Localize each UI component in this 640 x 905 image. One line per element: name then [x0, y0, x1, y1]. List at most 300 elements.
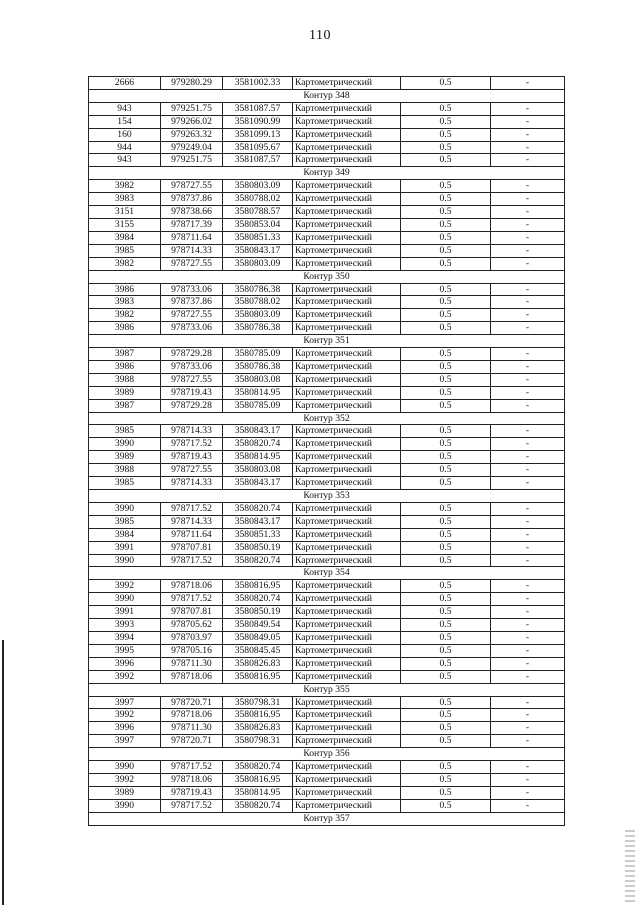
y-coordinate-cell: 3580826.83: [223, 722, 293, 735]
y-coordinate-cell: 3580849.05: [223, 631, 293, 644]
table-row: [89, 477, 565, 490]
y-coordinate-cell: 3580786.38: [223, 283, 293, 296]
method-cell: Картометрический: [293, 709, 401, 722]
precision-cell: 0.5: [401, 348, 491, 361]
x-coordinate-cell: 978717.52: [161, 761, 223, 774]
x-coordinate-cell: 978719.43: [161, 451, 223, 464]
point-number-cell: 3982: [89, 257, 161, 270]
precision-cell: 0.5: [401, 425, 491, 438]
x-coordinate-cell: 979263.32: [161, 128, 223, 141]
contour-header-row: [89, 567, 565, 580]
y-coordinate-cell: 3581002.33: [223, 77, 293, 90]
method-cell: Картометрический: [293, 761, 401, 774]
precision-cell: 0.5: [401, 218, 491, 231]
x-coordinate-cell: 978717.52: [161, 593, 223, 606]
point-number-cell: 3985: [89, 244, 161, 257]
contour-header-row: [89, 490, 565, 503]
extra-cell: -: [491, 761, 565, 774]
method-cell: Картометрический: [293, 644, 401, 657]
method-cell: Картометрический: [293, 77, 401, 90]
table-row: [89, 206, 565, 219]
y-coordinate-cell: 3580803.09: [223, 309, 293, 322]
point-number-cell: 3987: [89, 348, 161, 361]
point-number-cell: 3982: [89, 180, 161, 193]
extra-cell: -: [491, 799, 565, 812]
contour-label: Контур 354: [89, 567, 565, 580]
y-coordinate-cell: 3580798.31: [223, 696, 293, 709]
contour-header-row: [89, 270, 565, 283]
point-number-cell: 3986: [89, 322, 161, 335]
table-row: [89, 309, 565, 322]
precision-cell: 0.5: [401, 128, 491, 141]
y-coordinate-cell: 3580826.83: [223, 657, 293, 670]
y-coordinate-cell: 3580843.17: [223, 515, 293, 528]
extra-cell: -: [491, 296, 565, 309]
extra-cell: -: [491, 502, 565, 515]
scan-edge-line: [2, 640, 8, 905]
method-cell: Картометрический: [293, 231, 401, 244]
precision-cell: 0.5: [401, 528, 491, 541]
y-coordinate-cell: 3580849.54: [223, 619, 293, 632]
precision-cell: 0.5: [401, 231, 491, 244]
method-cell: Картометрический: [293, 425, 401, 438]
table-row: [89, 373, 565, 386]
y-coordinate-cell: 3581099.13: [223, 128, 293, 141]
precision-cell: 0.5: [401, 464, 491, 477]
extra-cell: -: [491, 541, 565, 554]
y-coordinate-cell: 3580785.09: [223, 348, 293, 361]
y-coordinate-cell: 3580786.38: [223, 360, 293, 373]
table-row: [89, 554, 565, 567]
method-cell: Картометрический: [293, 399, 401, 412]
method-cell: Картометрический: [293, 670, 401, 683]
extra-cell: -: [491, 554, 565, 567]
point-number-cell: 3990: [89, 593, 161, 606]
contour-header-row: [89, 748, 565, 761]
method-cell: Картометрический: [293, 322, 401, 335]
x-coordinate-cell: 978714.33: [161, 477, 223, 490]
extra-cell: -: [491, 670, 565, 683]
x-coordinate-cell: 978733.06: [161, 322, 223, 335]
x-coordinate-cell: 978718.06: [161, 670, 223, 683]
point-number-cell: 3992: [89, 580, 161, 593]
method-cell: Картометрический: [293, 296, 401, 309]
y-coordinate-cell: 3581095.67: [223, 141, 293, 154]
y-coordinate-cell: 3580820.74: [223, 761, 293, 774]
extra-cell: -: [491, 631, 565, 644]
point-number-cell: 3983: [89, 296, 161, 309]
point-number-cell: 3996: [89, 722, 161, 735]
x-coordinate-cell: 978711.30: [161, 657, 223, 670]
point-number-cell: 3996: [89, 657, 161, 670]
method-cell: Картометрический: [293, 631, 401, 644]
x-coordinate-cell: 978729.28: [161, 399, 223, 412]
method-cell: Картометрический: [293, 141, 401, 154]
scan-margin-mark: [625, 830, 635, 905]
point-number-cell: 3990: [89, 554, 161, 567]
table-row: [89, 231, 565, 244]
x-coordinate-cell: 978714.33: [161, 425, 223, 438]
point-number-cell: 3986: [89, 283, 161, 296]
point-number-cell: 160: [89, 128, 161, 141]
point-number-cell: 3984: [89, 231, 161, 244]
table-row: [89, 77, 565, 90]
method-cell: Картометрический: [293, 257, 401, 270]
precision-cell: 0.5: [401, 593, 491, 606]
extra-cell: -: [491, 709, 565, 722]
method-cell: Картометрический: [293, 735, 401, 748]
y-coordinate-cell: 3580843.17: [223, 425, 293, 438]
point-number-cell: 3985: [89, 477, 161, 490]
x-coordinate-cell: 978719.43: [161, 786, 223, 799]
method-cell: Картометрический: [293, 696, 401, 709]
extra-cell: -: [491, 206, 565, 219]
method-cell: Картометрический: [293, 515, 401, 528]
point-number-cell: 944: [89, 141, 161, 154]
y-coordinate-cell: 3580803.08: [223, 373, 293, 386]
table-row: [89, 102, 565, 115]
x-coordinate-cell: 978703.97: [161, 631, 223, 644]
point-number-cell: 3155: [89, 218, 161, 231]
point-number-cell: 943: [89, 102, 161, 115]
point-number-cell: 3987: [89, 399, 161, 412]
extra-cell: -: [491, 77, 565, 90]
precision-cell: 0.5: [401, 115, 491, 128]
extra-cell: -: [491, 244, 565, 257]
x-coordinate-cell: 978714.33: [161, 515, 223, 528]
contour-label: Контур 352: [89, 412, 565, 425]
extra-cell: -: [491, 309, 565, 322]
y-coordinate-cell: 3581087.57: [223, 154, 293, 167]
y-coordinate-cell: 3580816.95: [223, 670, 293, 683]
x-coordinate-cell: 978705.16: [161, 644, 223, 657]
method-cell: Картометрический: [293, 580, 401, 593]
x-coordinate-cell: 978717.52: [161, 502, 223, 515]
precision-cell: 0.5: [401, 670, 491, 683]
precision-cell: 0.5: [401, 373, 491, 386]
y-coordinate-cell: 3580850.19: [223, 606, 293, 619]
x-coordinate-cell: 978729.28: [161, 348, 223, 361]
x-coordinate-cell: 979251.75: [161, 102, 223, 115]
point-number-cell: 3990: [89, 761, 161, 774]
precision-cell: 0.5: [401, 296, 491, 309]
precision-cell: 0.5: [401, 515, 491, 528]
extra-cell: -: [491, 464, 565, 477]
y-coordinate-cell: 3580814.95: [223, 786, 293, 799]
precision-cell: 0.5: [401, 360, 491, 373]
table-row: [89, 502, 565, 515]
extra-cell: -: [491, 128, 565, 141]
method-cell: Картометрический: [293, 244, 401, 257]
y-coordinate-cell: 3580853.04: [223, 218, 293, 231]
x-coordinate-cell: 979280.29: [161, 77, 223, 90]
precision-cell: 0.5: [401, 206, 491, 219]
x-coordinate-cell: 978707.81: [161, 606, 223, 619]
table-row: [89, 128, 565, 141]
point-number-cell: 3994: [89, 631, 161, 644]
y-coordinate-cell: 3580785.09: [223, 399, 293, 412]
precision-cell: 0.5: [401, 477, 491, 490]
table-row: [89, 218, 565, 231]
method-cell: Картометрический: [293, 451, 401, 464]
point-number-cell: 3989: [89, 786, 161, 799]
precision-cell: 0.5: [401, 631, 491, 644]
precision-cell: 0.5: [401, 451, 491, 464]
x-coordinate-cell: 978714.33: [161, 244, 223, 257]
table-row: [89, 606, 565, 619]
precision-cell: 0.5: [401, 606, 491, 619]
x-coordinate-cell: 978717.52: [161, 554, 223, 567]
method-cell: Картометрический: [293, 528, 401, 541]
extra-cell: -: [491, 657, 565, 670]
y-coordinate-cell: 3580850.19: [223, 541, 293, 554]
extra-cell: -: [491, 722, 565, 735]
method-cell: Картометрический: [293, 348, 401, 361]
x-coordinate-cell: 978727.55: [161, 180, 223, 193]
method-cell: Картометрический: [293, 128, 401, 141]
precision-cell: 0.5: [401, 554, 491, 567]
precision-cell: 0.5: [401, 644, 491, 657]
method-cell: Картометрический: [293, 115, 401, 128]
extra-cell: -: [491, 102, 565, 115]
x-coordinate-cell: 978720.71: [161, 735, 223, 748]
precision-cell: 0.5: [401, 309, 491, 322]
point-number-cell: 3990: [89, 502, 161, 515]
extra-cell: -: [491, 606, 565, 619]
precision-cell: 0.5: [401, 244, 491, 257]
precision-cell: 0.5: [401, 322, 491, 335]
x-coordinate-cell: 978727.55: [161, 257, 223, 270]
table-row: [89, 464, 565, 477]
precision-cell: 0.5: [401, 438, 491, 451]
method-cell: Картометрический: [293, 180, 401, 193]
precision-cell: 0.5: [401, 580, 491, 593]
table-row: [89, 438, 565, 451]
y-coordinate-cell: 3580851.33: [223, 231, 293, 244]
x-coordinate-cell: 978727.55: [161, 373, 223, 386]
table-row: [89, 115, 565, 128]
table-row: [89, 451, 565, 464]
x-coordinate-cell: 978737.86: [161, 296, 223, 309]
contour-header-row: [89, 683, 565, 696]
precision-cell: 0.5: [401, 386, 491, 399]
x-coordinate-cell: 978727.55: [161, 309, 223, 322]
method-cell: Картометрический: [293, 541, 401, 554]
point-number-cell: 3993: [89, 619, 161, 632]
table-row: [89, 180, 565, 193]
table-row: [89, 657, 565, 670]
method-cell: Картометрический: [293, 657, 401, 670]
method-cell: Картометрический: [293, 154, 401, 167]
contour-label: Контур 353: [89, 490, 565, 503]
contour-header-row: [89, 812, 565, 825]
extra-cell: -: [491, 360, 565, 373]
x-coordinate-cell: 978711.64: [161, 528, 223, 541]
x-coordinate-cell: 978737.86: [161, 193, 223, 206]
extra-cell: -: [491, 193, 565, 206]
y-coordinate-cell: 3580803.09: [223, 257, 293, 270]
extra-cell: -: [491, 580, 565, 593]
x-coordinate-cell: 978719.43: [161, 386, 223, 399]
extra-cell: -: [491, 786, 565, 799]
method-cell: Картометрический: [293, 206, 401, 219]
x-coordinate-cell: 978711.30: [161, 722, 223, 735]
precision-cell: 0.5: [401, 619, 491, 632]
table-row: [89, 360, 565, 373]
point-number-cell: 3992: [89, 670, 161, 683]
point-number-cell: 3997: [89, 735, 161, 748]
extra-cell: -: [491, 348, 565, 361]
table-row: [89, 761, 565, 774]
method-cell: Картометрический: [293, 283, 401, 296]
table-row: [89, 735, 565, 748]
x-coordinate-cell: 979251.75: [161, 154, 223, 167]
extra-cell: -: [491, 257, 565, 270]
y-coordinate-cell: 3580788.57: [223, 206, 293, 219]
y-coordinate-cell: 3580814.95: [223, 451, 293, 464]
method-cell: Картометрический: [293, 218, 401, 231]
y-coordinate-cell: 3580816.95: [223, 773, 293, 786]
precision-cell: 0.5: [401, 399, 491, 412]
x-coordinate-cell: 978720.71: [161, 696, 223, 709]
method-cell: Картометрический: [293, 593, 401, 606]
precision-cell: 0.5: [401, 193, 491, 206]
table-row: [89, 348, 565, 361]
contour-label: Контур 350: [89, 270, 565, 283]
table-row: [89, 244, 565, 257]
method-cell: Картометрический: [293, 619, 401, 632]
y-coordinate-cell: 3580816.95: [223, 580, 293, 593]
precision-cell: 0.5: [401, 541, 491, 554]
table-row: [89, 580, 565, 593]
table-row: [89, 386, 565, 399]
contour-header-row: [89, 412, 565, 425]
coordinates-table: [88, 76, 565, 826]
extra-cell: -: [491, 399, 565, 412]
precision-cell: 0.5: [401, 799, 491, 812]
method-cell: Картометрический: [293, 786, 401, 799]
point-number-cell: 154: [89, 115, 161, 128]
table-row: [89, 193, 565, 206]
point-number-cell: 3991: [89, 606, 161, 619]
extra-cell: -: [491, 322, 565, 335]
y-coordinate-cell: 3580803.08: [223, 464, 293, 477]
table-row: [89, 257, 565, 270]
x-coordinate-cell: 978717.39: [161, 218, 223, 231]
point-number-cell: 3990: [89, 438, 161, 451]
precision-cell: 0.5: [401, 141, 491, 154]
x-coordinate-cell: 978718.06: [161, 709, 223, 722]
extra-cell: -: [491, 735, 565, 748]
page-number: 110: [309, 28, 331, 43]
extra-cell: -: [491, 593, 565, 606]
point-number-cell: 3982: [89, 309, 161, 322]
method-cell: Картометрический: [293, 438, 401, 451]
point-number-cell: 3983: [89, 193, 161, 206]
y-coordinate-cell: 3580816.95: [223, 709, 293, 722]
table-row: [89, 644, 565, 657]
table-row: [89, 399, 565, 412]
extra-cell: -: [491, 528, 565, 541]
point-number-cell: 3990: [89, 799, 161, 812]
y-coordinate-cell: 3581090.99: [223, 115, 293, 128]
contour-label: Контур 355: [89, 683, 565, 696]
x-coordinate-cell: 978705.62: [161, 619, 223, 632]
extra-cell: -: [491, 180, 565, 193]
contour-header-row: [89, 335, 565, 348]
extra-cell: -: [491, 373, 565, 386]
x-coordinate-cell: 978707.81: [161, 541, 223, 554]
extra-cell: -: [491, 154, 565, 167]
table-row: [89, 709, 565, 722]
table-row: [89, 593, 565, 606]
extra-cell: -: [491, 425, 565, 438]
contour-label: Контур 349: [89, 167, 565, 180]
extra-cell: -: [491, 115, 565, 128]
table-row: [89, 619, 565, 632]
table-row: [89, 799, 565, 812]
x-coordinate-cell: 979249.04: [161, 141, 223, 154]
method-cell: Картометрический: [293, 502, 401, 515]
extra-cell: -: [491, 451, 565, 464]
y-coordinate-cell: 3580820.74: [223, 799, 293, 812]
x-coordinate-cell: 978727.55: [161, 464, 223, 477]
contour-header-row: [89, 167, 565, 180]
contour-label: Контур 348: [89, 89, 565, 102]
table-row: [89, 296, 565, 309]
table-row: [89, 541, 565, 554]
extra-cell: -: [491, 438, 565, 451]
y-coordinate-cell: 3580845.45: [223, 644, 293, 657]
y-coordinate-cell: 3580851.33: [223, 528, 293, 541]
point-number-cell: 3151: [89, 206, 161, 219]
point-number-cell: 3991: [89, 541, 161, 554]
precision-cell: 0.5: [401, 102, 491, 115]
x-coordinate-cell: 978717.52: [161, 438, 223, 451]
precision-cell: 0.5: [401, 283, 491, 296]
extra-cell: -: [491, 386, 565, 399]
x-coordinate-cell: 978733.06: [161, 360, 223, 373]
precision-cell: 0.5: [401, 722, 491, 735]
point-number-cell: 3985: [89, 515, 161, 528]
y-coordinate-cell: 3580786.38: [223, 322, 293, 335]
method-cell: Картометрический: [293, 360, 401, 373]
x-coordinate-cell: 978717.52: [161, 799, 223, 812]
y-coordinate-cell: 3580788.02: [223, 296, 293, 309]
point-number-cell: 3989: [89, 451, 161, 464]
y-coordinate-cell: 3580820.74: [223, 438, 293, 451]
method-cell: Картометрический: [293, 477, 401, 490]
table-row: [89, 425, 565, 438]
point-number-cell: 3984: [89, 528, 161, 541]
precision-cell: 0.5: [401, 657, 491, 670]
precision-cell: 0.5: [401, 735, 491, 748]
table-row: [89, 515, 565, 528]
point-number-cell: 2666: [89, 77, 161, 90]
extra-cell: -: [491, 644, 565, 657]
method-cell: Картометрический: [293, 773, 401, 786]
x-coordinate-cell: 979266.02: [161, 115, 223, 128]
method-cell: Картометрический: [293, 193, 401, 206]
extra-cell: -: [491, 773, 565, 786]
y-coordinate-cell: 3580803.09: [223, 180, 293, 193]
table-row: [89, 696, 565, 709]
precision-cell: 0.5: [401, 502, 491, 515]
y-coordinate-cell: 3580814.95: [223, 386, 293, 399]
extra-cell: -: [491, 218, 565, 231]
method-cell: Картометрический: [293, 554, 401, 567]
contour-label: Контур 351: [89, 335, 565, 348]
